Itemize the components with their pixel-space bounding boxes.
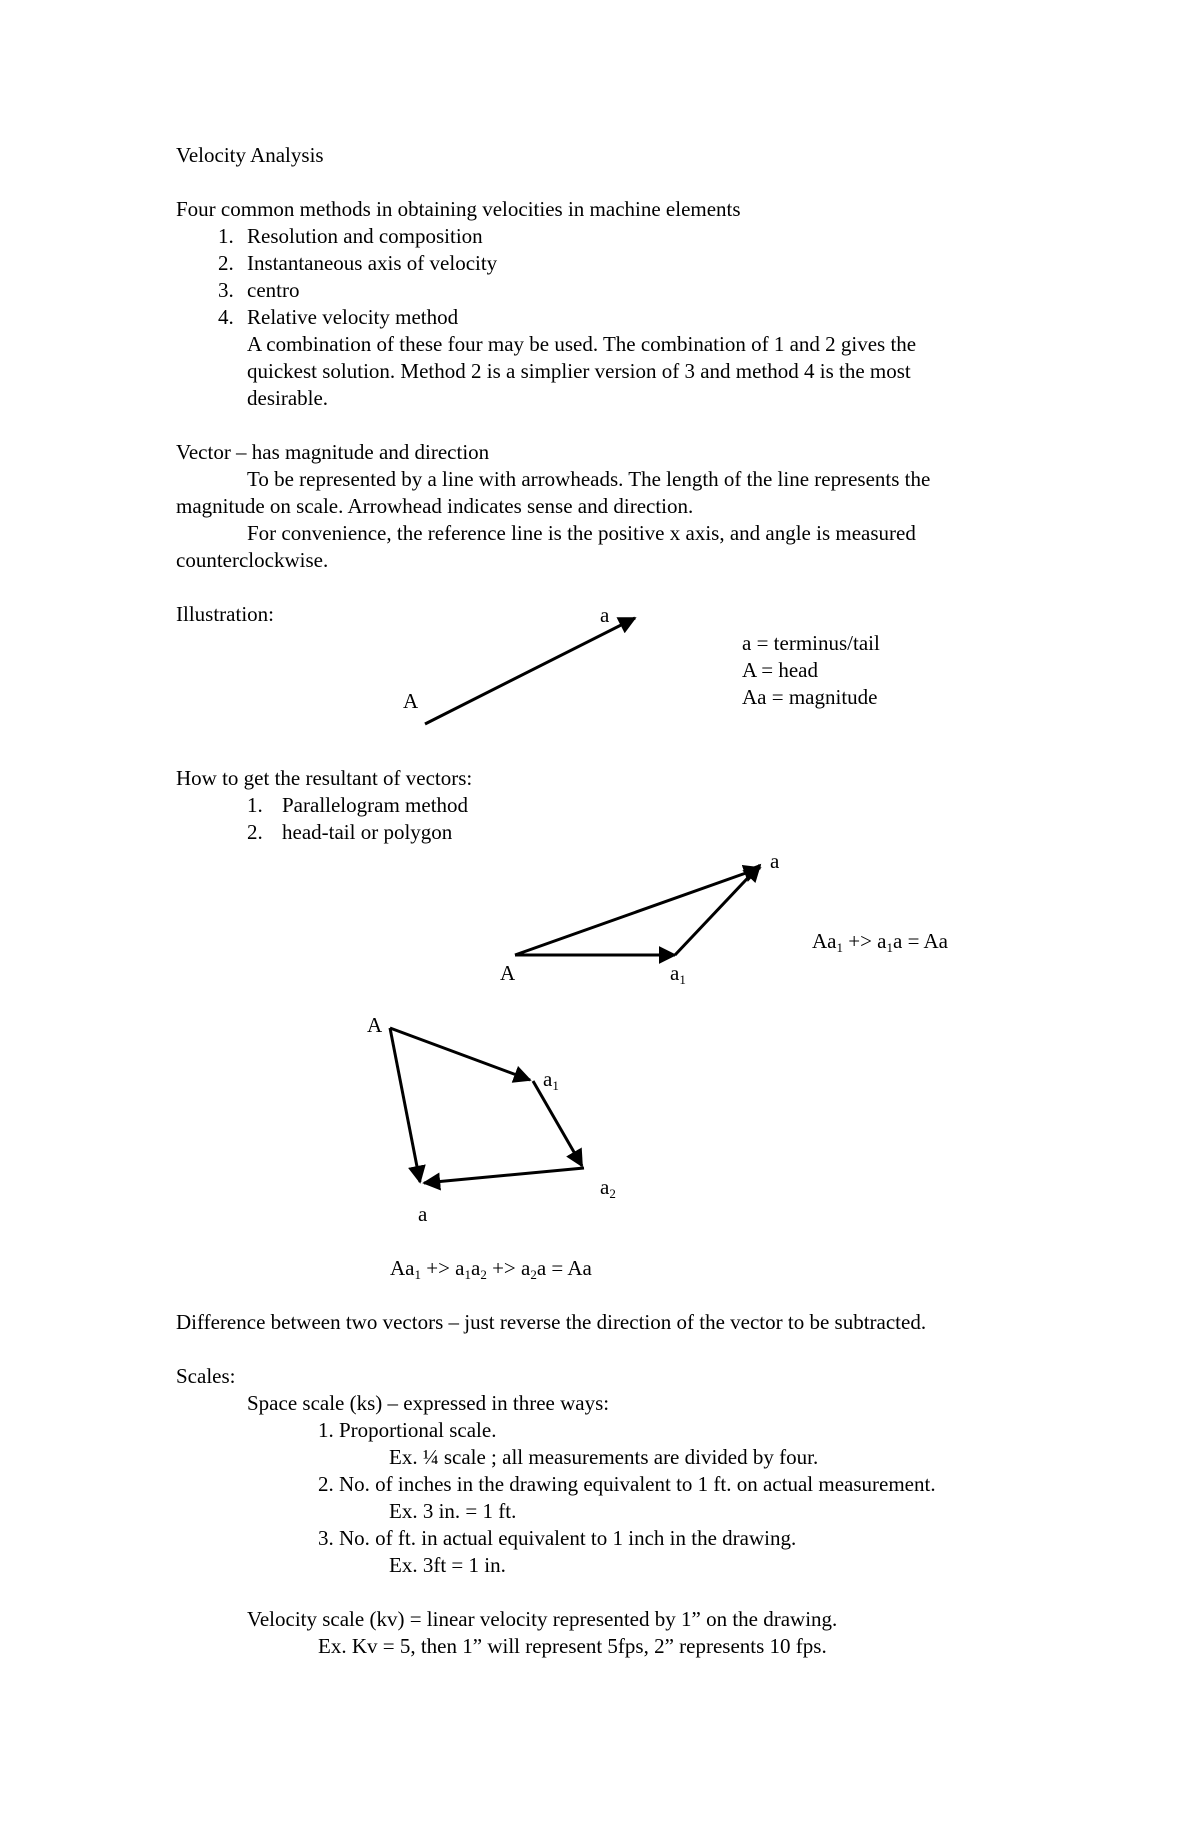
methods-item-4: Relative velocity method <box>247 305 459 329</box>
polygon-vector-A-a1 <box>390 1028 530 1080</box>
polygon-label-a1: $a_1$ <box>543 1067 559 1093</box>
parallelogram-label-a: a <box>770 849 780 873</box>
scale-way-1: 1. Proportional scale. <box>318 1418 497 1442</box>
polygon-equation: $Aa_1 +> a_1a_2 +> a_2a = Aa$ <box>390 1256 592 1282</box>
polygon-vector-A-a <box>390 1028 420 1182</box>
methods-note-line-2: quickest solution. Method 2 is a simplier version of 3 and method 4 is the most <box>247 359 911 383</box>
polygon-label-a2: $a_2$ <box>600 1175 616 1201</box>
scales-heading: Scales: <box>176 1364 236 1388</box>
resultant-item-2: head-tail or polygon <box>282 820 453 844</box>
vector-definition: Vector – has magnitude and direction <box>176 440 490 464</box>
parallelogram-label-a1: $a_1$ <box>670 961 686 987</box>
parallelogram-vector-a1-a <box>675 865 760 955</box>
space-scale-text: Space scale (ks) – expressed in three ways: <box>247 1391 610 1415</box>
resultant-num-1: 1. <box>247 793 263 817</box>
methods-item-2: Instantaneous axis of velocity <box>247 251 498 275</box>
parallelogram-vector-A-a <box>515 868 760 955</box>
methods-num-2: 2. <box>218 251 234 275</box>
methods-note-line-3: desirable. <box>247 386 329 410</box>
velocity-scale-text: Velocity scale (kv) = linear velocity represented by 1” on the drawing. <box>247 1607 838 1631</box>
vector-para2-line-1: For convenience, the reference line is the positive x axis, and angle is measured <box>247 521 916 545</box>
illustration-label-a: a <box>600 603 610 627</box>
scale-way-2-example: Ex. 3 in. = 1 ft. <box>389 1499 517 1523</box>
illustration-legend-1: a = terminus/tail <box>742 631 880 655</box>
illustration-legend-2: A = head <box>742 658 818 682</box>
illustration-heading: Illustration: <box>176 602 274 626</box>
vector-para1-line-2: magnitude on scale. Arrowhead indicates sense and direction. <box>176 494 694 518</box>
difference-text: Difference between two vectors – just reverse the direction of the vector to be subtracted. <box>176 1310 927 1334</box>
methods-num-1: 1. <box>218 224 234 248</box>
vector-para2-line-2: counterclockwise. <box>176 548 329 572</box>
parallelogram-equation: $Aa_1 +> a_1a = Aa$ <box>812 929 949 955</box>
methods-intro: Four common methods in obtaining velocities in machine elements <box>176 197 741 221</box>
resultant-num-2: 2. <box>247 820 263 844</box>
polygon-vector-a2-a <box>424 1168 584 1183</box>
scale-way-3: 3. No. of ft. in actual equivalent to 1 inch in the drawing. <box>318 1526 797 1550</box>
illustration-label-A: A <box>403 689 419 713</box>
illustration-vector-line <box>425 618 635 724</box>
methods-num-4: 4. <box>218 305 234 329</box>
methods-item-1: Resolution and composition <box>247 224 483 248</box>
methods-item-3: centro <box>247 278 300 302</box>
page-title: Velocity Analysis <box>176 143 324 167</box>
polygon-vector-a1-a2 <box>533 1081 582 1166</box>
illustration-legend-3: Aa = magnitude <box>742 685 878 709</box>
methods-note-line-1: A combination of these four may be used. The combination of 1 and 2 gives the <box>247 332 917 356</box>
polygon-label-a: a <box>418 1202 428 1226</box>
resultant-item-1: Parallelogram method <box>282 793 469 817</box>
scale-way-3-example: Ex. 3ft = 1 in. <box>389 1553 506 1577</box>
resultant-heading: How to get the resultant of vectors: <box>176 766 473 790</box>
scale-way-1-example: Ex. ¼ scale ; all measurements are divided by four. <box>389 1445 819 1469</box>
parallelogram-label-A: A <box>500 961 516 985</box>
scale-way-2: 2. No. of inches in the drawing equivalent to 1 ft. on actual measurement. <box>318 1472 936 1496</box>
polygon-label-A: A <box>367 1013 383 1037</box>
vector-para1-line-1: To be represented by a line with arrowheads. The length of the line represents the <box>247 467 931 491</box>
velocity-scale-example: Ex. Kv = 5, then 1” will represent 5fps, 2” represents 10 fps. <box>318 1634 827 1658</box>
methods-num-3: 3. <box>218 278 234 302</box>
